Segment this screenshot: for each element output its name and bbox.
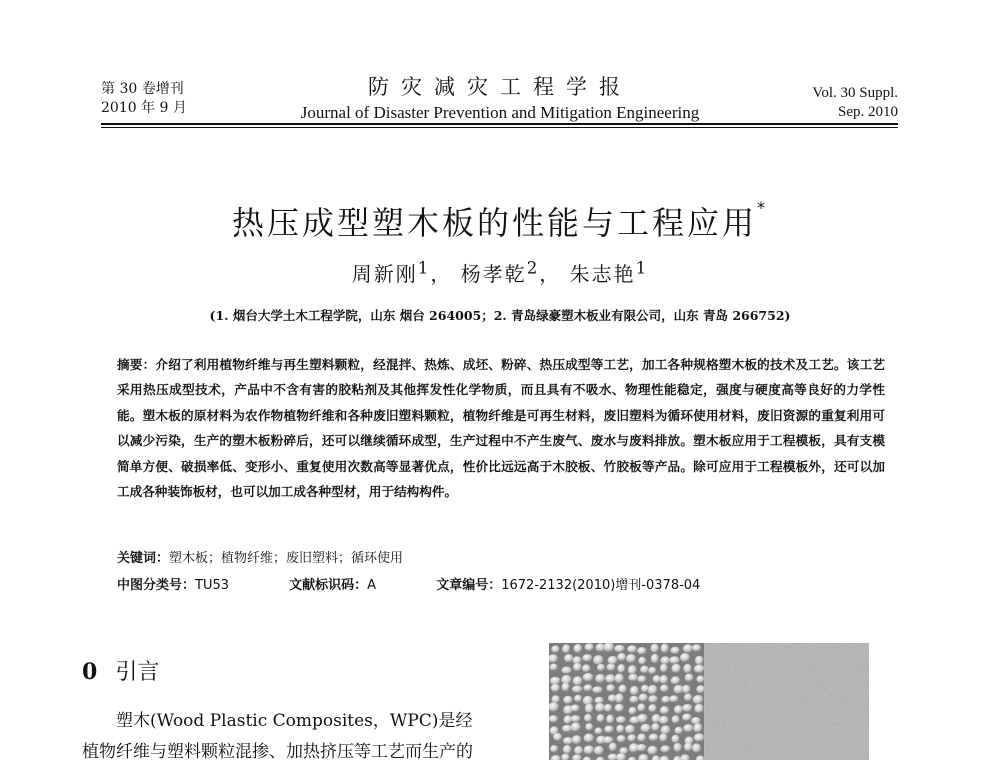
header-center [240, 74, 760, 124]
material-photo [549, 643, 869, 760]
author-name: 朱志艳 [569, 262, 636, 286]
author-list [0, 258, 1000, 287]
section-heading [82, 655, 159, 686]
article-number-value: 1672-2132(2010)增刊-0378-04 [501, 578, 701, 593]
intro-paragraph: 塑木(Wood Plastic Composites，WPC)是经植物纤维与塑料颗粒混掺、加热挤压等工艺而生产的 [82, 711, 473, 762]
section-title: 引言 [115, 660, 160, 685]
date-en: Sep. 2010 [838, 104, 898, 120]
section-number: 0 [82, 659, 98, 685]
abstract-label: 摘要： [117, 357, 156, 372]
keywords-label: 关键词： [117, 551, 170, 566]
clc-label: 中图分类号： [117, 578, 196, 593]
volume-cn: 第 30 卷增刊 [101, 81, 184, 97]
article-number-label: 文章编号： [436, 578, 502, 593]
classification-line [117, 574, 887, 593]
header-rule-thin [101, 127, 898, 128]
header-right [812, 84, 898, 122]
author-separator: ， [430, 262, 453, 286]
paper-title-text: 热压成型塑木板的性能与工程应用 [231, 204, 757, 242]
journal-title-en: Journal of Disaster Prevention and Mitigation Engineering [300, 103, 700, 122]
title-footnote-mark: * [757, 198, 768, 217]
keywords [117, 547, 887, 566]
date-cn: 2010 年 9 月 [101, 100, 187, 116]
clc-value: TU53 [195, 578, 230, 593]
abstract-text: 介绍了利用植物纤维与再生塑料颗粒，经混拌、热炼、成坯、粉碎、热压成型等工艺，加工各种规格塑木板的技术及工艺。该工艺采用热压成型技术，产品中不含有害的胶粘剂及其他挥发性化学物质，而且具有不吸水、物理性能稳定，强度与硬度高等良好的力学性能。塑木板的原材料为农作物植物纤维和各种废旧塑料颗粒，植物纤维是可再生材料，废旧塑料为循环使用材料，废旧资源的重复利用可以减少污染，生产的塑木板粉碎后，还可以继续循环成型，生产过程中不产生废气、废水与废料排放。塑木板应用于工程模板，具有支模简单方便、破损率低、变形小、重复使用次数高等显著优点，性价比远远高于木胶板、竹胶板等产品。除可应用于工程模板外，还可以加工成各种装饰板材，也可以加工成各种型材，用于结构构件。 [117, 357, 886, 500]
volume-en: Vol. 30 Suppl. [812, 85, 898, 101]
keywords-text: 塑木板；植物纤维；废旧塑料；循环使用 [169, 551, 404, 566]
doc-code-value: A [367, 578, 377, 593]
photo-granules-and-fibers-icon [549, 643, 869, 760]
author-affiliation-mark: 1 [417, 258, 431, 278]
author-affiliation-mark: 2 [526, 258, 540, 278]
author-name: 周新刚 [351, 262, 418, 286]
header-left [101, 80, 187, 118]
journal-title-cn: 防灾减灾工程学报 [368, 75, 632, 99]
author-affiliation-mark: 1 [635, 258, 649, 278]
affiliations: (1. 烟台大学土木工程学院，山东 烟台 264005；2. 青岛绿豪塑木板业有限公司，山东 青岛 266752) [209, 308, 791, 323]
author-name: 杨孝乾 [460, 262, 527, 286]
paper-title [0, 198, 1000, 244]
intro-body [82, 706, 487, 768]
doc-code-label: 文献标识码： [289, 578, 368, 593]
header-rule-thick [101, 123, 898, 125]
author-separator: ， [539, 262, 562, 286]
abstract [117, 352, 885, 504]
